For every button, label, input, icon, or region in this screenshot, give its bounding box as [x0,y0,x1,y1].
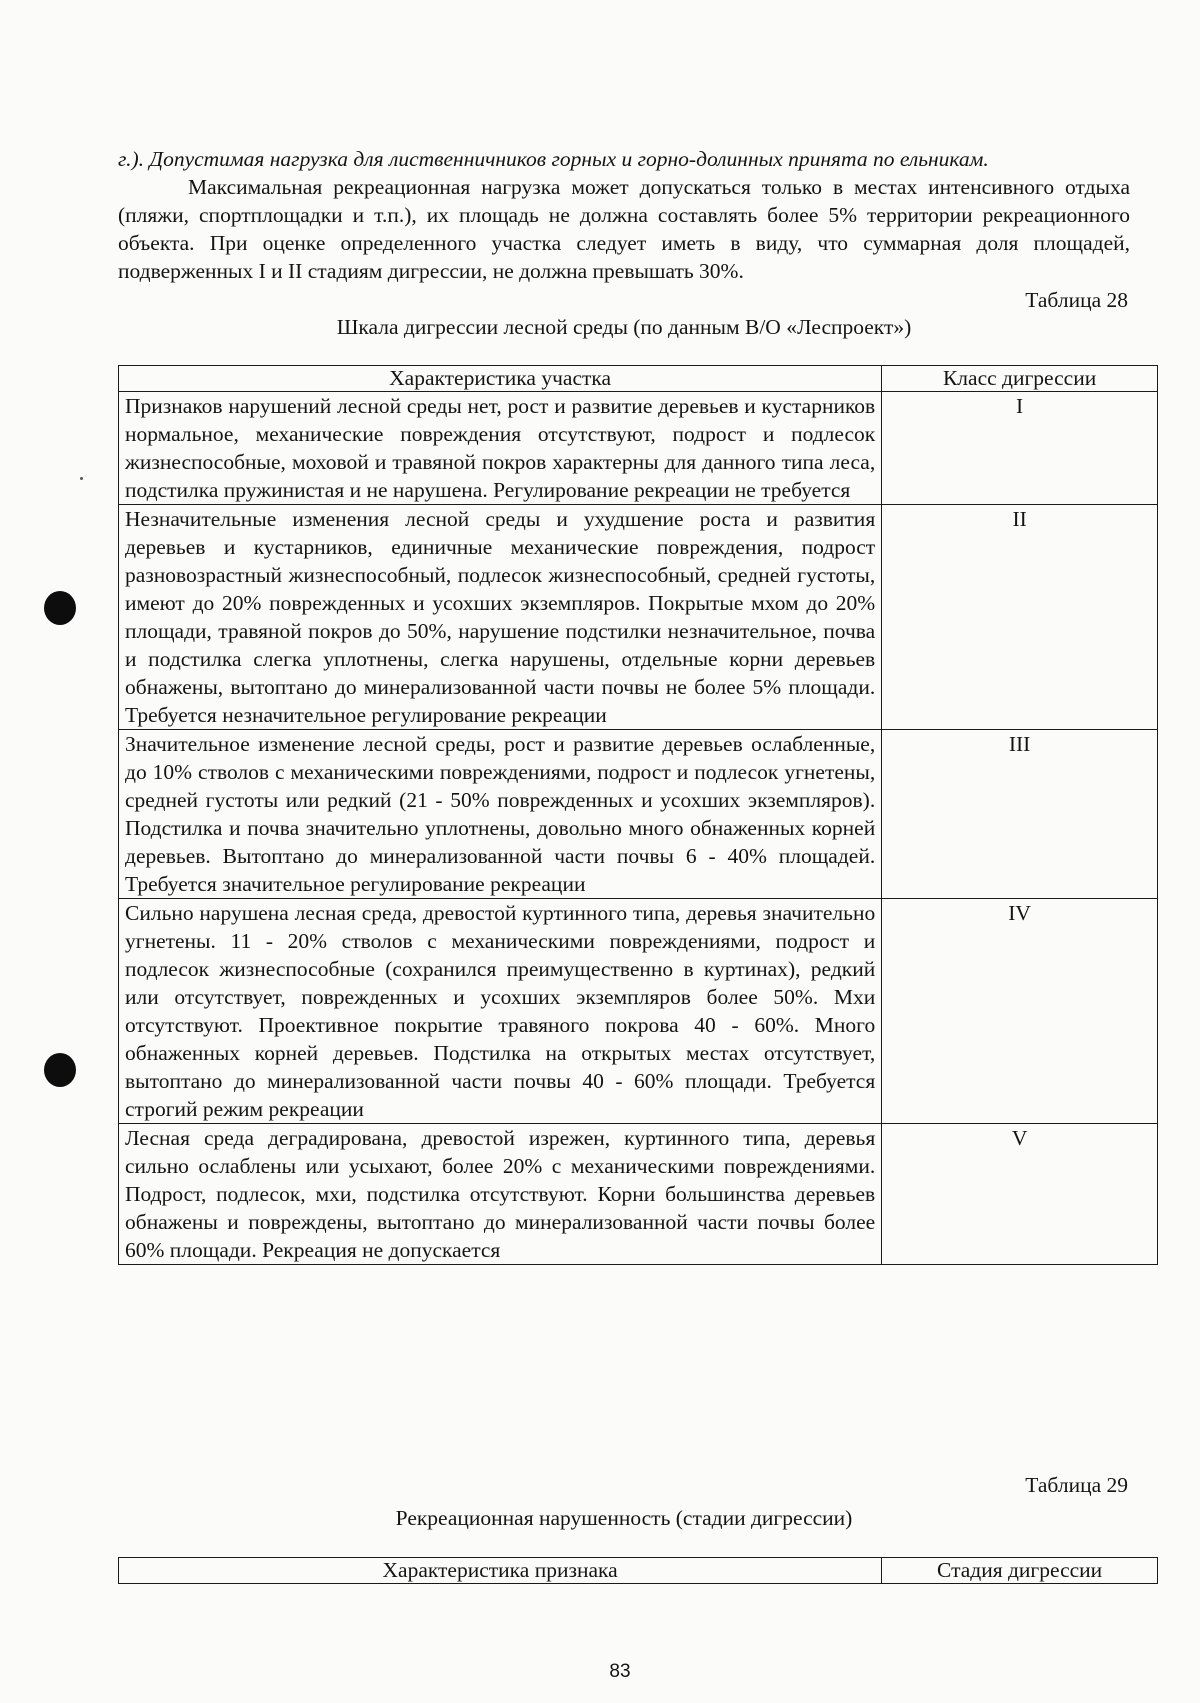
table29-header-row [119,1558,1158,1584]
table28-header-row [119,366,1158,392]
table28 [118,365,1158,1265]
intro-paragraph: Максимальная рекреационная нагрузка может допускаться только в местах интенсивного отдыха (пляжи, спортплощадки и т.п.), их площадь не должна составлять более 5% территории рекреационного объекта. При оценке определенного участка следует иметь в виду, что суммарная доля площадей, подверженных I и II стадиям дигрессии, не должна превышать 30%. [118,175,1130,283]
row-description: Сильно нарушена лесная среда, древостой куртинного типа, деревья значительно угнетены. 11 - 20% стволов с механическими повреждениями, подрост и подлесок жизнеспособные (сохранился преимущественно в куртинах), редкий или отсутствует, поврежденных и усохших экземпляров более 50%. Мхи отсутствуют. Проективное покрытие травяного покрова 40 - 60%. Много обнаженных корней деревьев. Подстилка на открытых местах отсутствует, вытоптано до минерализованной части почвы 40 - 60% площади. Требуется строгий режим рекреации [119,899,882,1124]
table29-caption: Рекреационная нарушенность (стадии дигрессии) [395,1506,853,1530]
table-row [119,392,1158,505]
intro-section [118,145,1130,285]
table-row [119,899,1158,1124]
table-row [119,730,1158,899]
table-row [119,1124,1158,1265]
table29 [118,1557,1158,1584]
table-row [119,505,1158,730]
page-number: 83 [609,1661,631,1682]
row-class: IV [882,899,1158,1124]
table29-label: Таблица 29 [1025,1473,1128,1497]
scan-speck [80,477,83,480]
table28-header-characteristic: Характеристика участка [119,366,882,392]
intro-lead: г.). Допустимая нагрузка для лиственничников горных и горно-долинных принята по ельникам. [118,147,989,171]
row-class: III [882,730,1158,899]
row-description: Значительное изменение лесной среды, рост и развитие деревьев ослабленные, до 10% стволов с механическими повреждениями, подрост и подлесок угнетены, средней густоты или редкий (21 - 50% поврежденных и усохших экземпляров). Подстилка и почва значительно уплотнены, довольно много обнаженных корней деревьев. Вытоптано до минерализованной части почвы 6 - 40% площадей. Требуется значительное регулирование рекреации [119,730,882,899]
row-description: Незначительные изменения лесной среды и ухудшение роста и развития деревьев и кустарников, единичные механические повреждения, подрост разновозрастный жизнеспособный, подлесок жизнеспособный, средней густоты, имеют до 20% поврежденных и усохших экземпляров. Покрытые мхом до 20% площади, травяной покров до 50%, нарушение подстилки незначительное, почва и подстилка слегка уплотнены, слегка нарушены, отдельные корни деревьев обнажены, вытоптано до минерализованной части почвы не более 5% площади. Требуется незначительное регулирование рекреации [119,505,882,730]
punch-hole-mark [44,591,76,625]
row-class: I [882,392,1158,505]
punch-hole-mark [44,1053,76,1087]
row-description: Признаков нарушений лесной среды нет, рост и развитие деревьев и кустарников нормальное, механические повреждения отсутствуют, подрост и подлесок жизнеспособные, моховой и травяной покров характерны для данного типа леса, подстилка пружинистая и не нарушена. Регулирование рекреации не требуется [119,392,882,505]
row-class: II [882,505,1158,730]
table28-caption: Шкала дигрессии лесной среды (по данным В/О «Леспроект») [336,315,912,339]
table29-header-stage: Стадия дигрессии [882,1558,1158,1584]
row-class: V [882,1124,1158,1265]
table29-header-characteristic: Характеристика признака [119,1558,882,1584]
table28-header-class: Класс дигрессии [882,366,1158,392]
row-description: Лесная среда деградирована, древостой изрежен, куртинного типа, деревья сильно ослаблены или усыхают, более 20% с механическими повреждениями. Подрост, подлесок, мхи, подстилка отсутствуют. Корни большинства деревьев обнажены и повреждены, вытоптано до минерализованной части почвы более 60% площади. Рекреация не допускается [119,1124,882,1265]
table28-label: Таблица 28 [1025,288,1128,312]
